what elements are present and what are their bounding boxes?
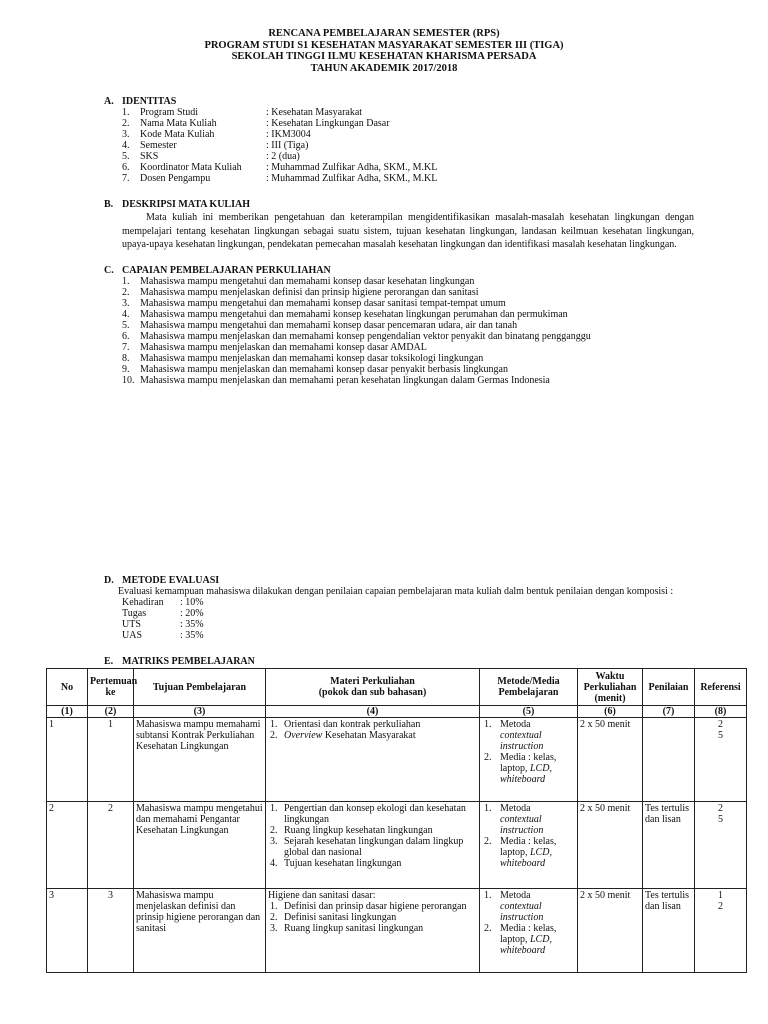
cell-metode xyxy=(480,718,578,802)
cell-metode xyxy=(480,802,578,889)
materi-intro: Higiene dan sanitasi dasar: xyxy=(268,890,376,901)
column-header xyxy=(695,669,747,706)
item-number: 1. xyxy=(122,276,130,287)
identitas-label: Nama Mata Kuliah xyxy=(140,118,217,129)
cell-no: 2 xyxy=(47,802,88,889)
evaluasi-component: Kehadiran xyxy=(122,597,164,608)
section-heading: B. DESKRIPSI MATA KULIAH xyxy=(104,199,250,210)
capaian-item xyxy=(104,276,694,287)
item-number: 2. xyxy=(484,923,492,934)
column-number: (6) xyxy=(578,706,643,718)
capaian-item xyxy=(104,309,694,320)
materi-item xyxy=(268,825,477,836)
column-header xyxy=(578,669,643,706)
metode-list xyxy=(482,803,575,869)
evaluasi-component: UTS xyxy=(122,619,141,630)
evaluasi-intro: Evaluasi kemampuan mahasiswa dilakukan dengan penilaian capaian pembelajaran mata kuliah dalm bentuk penilaian dengan komposisi : xyxy=(118,586,674,597)
table-number-row xyxy=(47,706,747,718)
materi-item xyxy=(268,901,477,912)
evaluasi-component: Tugas xyxy=(122,608,147,619)
column-header xyxy=(134,669,266,706)
item-number: 3. xyxy=(270,923,278,934)
evaluasi-row xyxy=(104,630,694,641)
capaian-item xyxy=(104,342,694,353)
title-line: RENCANA PEMBELAJARAN SEMESTER (RPS) xyxy=(268,28,500,39)
table-header-row xyxy=(47,669,747,706)
cell-pertemuan: 2 xyxy=(88,802,134,889)
identitas-row xyxy=(104,162,694,173)
capaian-text: Mahasiswa mampu menjelaskan dan memahami konsep dasar toksikologi lingkungan xyxy=(140,353,484,364)
column-number: (3) xyxy=(134,706,266,718)
capaian-text: Mahasiswa mampu menjelaskan dan memahami konsep pengendalian vektor penyakit dan binatang pengganggu xyxy=(140,331,591,342)
materi-item xyxy=(268,803,477,825)
materi-text: Orientasi dan kontrak perkuliahan xyxy=(284,719,421,730)
materi-list xyxy=(268,803,477,869)
materi-item xyxy=(268,912,477,923)
item-number: 5. xyxy=(122,320,130,331)
column-header xyxy=(47,669,88,706)
column-header xyxy=(480,669,578,706)
materi-text: Ruang lingkup kesehatan lingkungan xyxy=(284,825,433,836)
column-header-sub: (menit) xyxy=(594,692,626,704)
capaian-text: Mahasiswa mampu menjelaskan definisi dan prinsip higiene perorangan dan sanitasi xyxy=(140,287,479,298)
column-header xyxy=(88,669,138,706)
column-header-label: Metode/Media xyxy=(497,676,560,687)
evaluasi-row xyxy=(104,619,694,630)
materi-text: Tujuan kesehatan lingkungan xyxy=(284,858,402,869)
identitas-row xyxy=(104,151,694,162)
referensi-item: 2 xyxy=(718,901,723,912)
column-header xyxy=(643,669,695,706)
item-number: 1. xyxy=(270,901,278,912)
identitas-value: : Muhammad Zulfikar Adha, SKM., M.KL xyxy=(266,173,438,184)
section-capaian xyxy=(104,265,694,386)
referensi-item: 5 xyxy=(718,730,723,741)
metode-label: Metoda xyxy=(500,719,531,730)
item-number: 5. xyxy=(122,151,130,162)
cell-penilaian: Tes tertulis dan lisan xyxy=(643,889,695,973)
referensi-item: 2 xyxy=(718,719,723,730)
evaluasi-component: UAS xyxy=(122,630,143,641)
column-header-label: Tujuan Pembelajaran xyxy=(152,681,247,693)
metode-value: contextual instruction xyxy=(500,901,544,923)
materi-text: Pengertian dan konsep ekologi dan kesehatan lingkungan xyxy=(284,803,466,825)
item-number: 2. xyxy=(484,836,492,847)
media-whiteboard: whiteboard xyxy=(500,945,546,956)
media-whiteboard: whiteboard xyxy=(500,774,546,785)
identitas-label: Koordinator Mata Kuliah xyxy=(140,162,242,173)
cell-referensi xyxy=(695,889,747,973)
column-header-label: Waktu Perkuliahan xyxy=(583,670,637,693)
capaian-list xyxy=(104,276,694,386)
capaian-text: Mahasiswa mampu menjelaskan dan memahami peran kesehatan lingkungan dalam Germas Indonesia xyxy=(140,375,550,386)
metode-item xyxy=(482,719,575,752)
item-number: 1. xyxy=(122,107,130,118)
identitas-value: : III (Tiga) xyxy=(266,140,309,151)
materi-text: Sejarah kesehatan lingkungan dalam lingkup global dan nasional xyxy=(284,836,464,858)
identitas-row xyxy=(104,107,694,118)
table-row xyxy=(47,802,747,889)
section-matriks xyxy=(104,656,694,667)
capaian-item xyxy=(104,364,694,375)
matriks-table xyxy=(46,668,747,973)
column-header-label: No xyxy=(60,681,74,693)
title-line: SEKOLAH TINGGI ILMU KESEHATAN KHARISMA PERSADA xyxy=(231,51,537,62)
column-number: (4) xyxy=(266,706,480,718)
cell-referensi xyxy=(695,802,747,889)
metode-item xyxy=(482,923,575,956)
identitas-value: : 2 (dua) xyxy=(266,151,300,162)
cell-tujuan: Mahasiswa mampu memahami subtansi Kontrak Perkuliahan Kesehatan Lingkungan xyxy=(134,718,266,802)
materi-list xyxy=(268,719,477,741)
cell-materi xyxy=(266,718,480,802)
capaian-text: Mahasiswa mampu menjelaskan dan memahami konsep dasar penyakit berbasis lingkungan xyxy=(140,364,508,375)
metode-list xyxy=(482,890,575,956)
item-number: 1. xyxy=(270,803,278,814)
section-heading: D. METODE EVALUASI xyxy=(104,575,220,586)
item-number: 2. xyxy=(122,287,130,298)
referensi-item: 5 xyxy=(718,814,723,825)
item-number: 8. xyxy=(122,353,130,364)
document-title xyxy=(0,28,768,74)
identitas-label: SKS xyxy=(140,151,159,162)
metode-label: Metoda xyxy=(500,890,531,901)
materi-item xyxy=(268,923,477,934)
evaluasi-weight: : 35% xyxy=(180,630,204,641)
evaluasi-weight: : 10% xyxy=(180,597,204,608)
item-number: 4. xyxy=(122,309,130,320)
materi-item xyxy=(268,719,477,730)
cell-penilaian: Tes tertulis dan lisan xyxy=(643,802,695,889)
item-number: 4. xyxy=(122,140,130,151)
cell-referensi xyxy=(695,718,747,802)
capaian-item xyxy=(104,287,694,298)
capaian-text: Mahasiswa mampu mengetahui dan memahami konsep dasar sanitasi tempat-tempat umum xyxy=(140,298,506,309)
identitas-row xyxy=(104,173,694,184)
item-number: 4. xyxy=(270,858,278,869)
materi-italic: Overview xyxy=(284,730,323,741)
column-header xyxy=(266,669,480,706)
evaluasi-list xyxy=(104,597,694,641)
title-line: TAHUN AKADEMIK 2017/2018 xyxy=(310,62,458,74)
cell-metode xyxy=(480,889,578,973)
item-number: 3. xyxy=(122,298,130,309)
section-identitas xyxy=(104,96,694,184)
capaian-item xyxy=(104,353,694,364)
capaian-text: Mahasiswa mampu mengetahui dan memahami konsep kesehatan lingkungan perumahan dan permukiman xyxy=(140,309,568,320)
identitas-value: : Kesehatan Masyarakat xyxy=(266,107,363,118)
media-whiteboard: whiteboard xyxy=(500,858,546,869)
evaluasi-row xyxy=(104,597,694,608)
identitas-row xyxy=(104,129,694,140)
item-number: 1. xyxy=(484,719,492,730)
metode-item xyxy=(482,752,575,785)
cell-materi xyxy=(266,802,480,889)
item-number: 9. xyxy=(122,364,130,375)
media-text: Media : kelas, laptop, xyxy=(500,752,557,774)
materi-item xyxy=(268,836,477,858)
column-number: (2) xyxy=(88,706,134,718)
metode-item xyxy=(482,803,575,836)
identitas-label: Semester xyxy=(140,140,177,151)
cell-waktu: 2 x 50 menit xyxy=(578,718,643,802)
item-number: 3. xyxy=(270,836,278,847)
materi-text: Kesehatan Masyarakat xyxy=(322,730,416,741)
item-number: 6. xyxy=(122,331,130,342)
evaluasi-row xyxy=(104,608,694,619)
metode-label: Metoda xyxy=(500,803,531,814)
identitas-row xyxy=(104,140,694,151)
capaian-text: Mahasiswa mampu mengetahui dan memahami konsep dasar kesehatan lingkungan xyxy=(140,276,475,287)
column-header-sub: ke xyxy=(105,687,116,698)
media-text: Media : kelas, laptop, xyxy=(500,836,557,858)
identitas-label: Program Studi xyxy=(140,107,199,118)
deskripsi-text: Mata kuliah ini memberikan pengetahuan dan keterampilan mengidentifikasikan masalah-masalah kesehatan lingkungan dengan mempelajari tentang kesehatan lingkungan sebagai suatu sistem, tujuan kesehatan lingkungan, landasan keilmuan kesehatan lingkungan, upaya-upaya kesehatan lingkungan, pendekatan pemecahan masalah kesehatan lingkungan dan identifikasi masalah kesehatan lingkungan. xyxy=(122,212,694,250)
cell-penilaian xyxy=(643,718,695,802)
identitas-label: Dosen Pengampu xyxy=(140,173,211,184)
cell-waktu: 2 x 50 menit xyxy=(578,802,643,889)
item-number: 2. xyxy=(122,118,130,129)
evaluasi-weight: : 35% xyxy=(180,619,204,630)
cell-pertemuan: 3 xyxy=(88,889,134,973)
item-number: 6. xyxy=(122,162,130,173)
column-number: (7) xyxy=(643,706,695,718)
capaian-text: Mahasiswa mampu mengetahui dan memahami konsep dasar pencemaran udara, air dan tanah xyxy=(140,320,518,331)
identitas-label: Kode Mata Kuliah xyxy=(140,129,215,140)
column-header-sub: (pokok dan sub bahasan) xyxy=(318,687,427,698)
materi-item xyxy=(268,730,477,741)
identitas-value: : IKM3004 xyxy=(266,129,311,140)
section-heading: C. CAPAIAN PEMBELAJARAN PERKULIAHAN xyxy=(104,265,331,276)
metode-value: contextual instruction xyxy=(500,730,544,752)
item-number: 1. xyxy=(484,803,492,814)
referensi-item: 2 xyxy=(718,803,723,814)
materi-text: Definisi dan prinsip dasar higiene perorangan xyxy=(284,901,467,912)
materi-item xyxy=(268,858,477,869)
item-number: 2. xyxy=(484,752,492,763)
capaian-item xyxy=(104,375,694,386)
capaian-item xyxy=(104,298,694,309)
materi-text: Ruang lingkup sanitasi lingkungan xyxy=(284,923,424,934)
capaian-text: Mahasiswa mampu menjelaskan dan memahami konsep dasar AMDAL xyxy=(140,342,427,353)
column-header-label: Materi Perkuliahan xyxy=(330,676,415,687)
media-lcd: LCD, xyxy=(530,763,552,774)
section-evaluasi xyxy=(104,575,694,641)
item-number: 7. xyxy=(122,173,130,184)
cell-waktu: 2 x 50 menit xyxy=(578,889,643,973)
identitas-row xyxy=(104,118,694,129)
column-number: (1) xyxy=(47,706,88,718)
cell-pertemuan: 1 xyxy=(88,718,134,802)
identitas-value: : Kesehatan Lingkungan Dasar xyxy=(266,118,390,129)
item-number: 7. xyxy=(122,342,130,353)
capaian-item xyxy=(104,320,694,331)
cell-no: 3 xyxy=(47,889,88,973)
metode-value: contextual instruction xyxy=(500,814,544,836)
media-lcd: LCD, xyxy=(530,934,552,945)
item-number: 1. xyxy=(484,890,492,901)
section-deskripsi xyxy=(104,199,694,252)
item-number: 10. xyxy=(122,375,135,386)
cell-no: 1 xyxy=(47,718,88,802)
item-number: 2. xyxy=(270,912,278,923)
table-row xyxy=(47,889,747,973)
evaluasi-weight: : 20% xyxy=(180,608,204,619)
column-number: (5) xyxy=(480,706,578,718)
referensi-item: 1 xyxy=(718,890,723,901)
table-body xyxy=(47,718,747,973)
table-row xyxy=(47,718,747,802)
item-number: 3. xyxy=(122,129,130,140)
identitas-value: : Muhammad Zulfikar Adha, SKM., M.KL xyxy=(266,162,438,173)
capaian-item xyxy=(104,331,694,342)
metode-item xyxy=(482,890,575,923)
item-number: 2. xyxy=(270,825,278,836)
section-heading: A. IDENTITAS xyxy=(104,96,177,107)
materi-list xyxy=(268,901,477,934)
title-line: PROGRAM STUDI S1 KESEHATAN MASYARAKAT SEMESTER III (TIGA) xyxy=(204,39,564,51)
item-number: 2. xyxy=(270,730,278,741)
column-number: (8) xyxy=(695,706,747,718)
media-text: Media : kelas, laptop, xyxy=(500,923,557,945)
cell-tujuan: Mahasiswa mampu menjelaskan definisi dan prinsip higiene perorangan dan sanitasi xyxy=(134,889,266,973)
cell-materi xyxy=(266,889,480,973)
column-header-sub: Pembelajaran xyxy=(498,687,559,698)
item-number: 1. xyxy=(270,719,278,730)
materi-text: Definisi sanitasi lingkungan xyxy=(284,912,397,923)
section-heading: E. MATRIKS PEMBELAJARAN xyxy=(104,656,255,667)
identitas-list xyxy=(104,107,694,184)
metode-item xyxy=(482,836,575,869)
metode-list xyxy=(482,719,575,785)
column-header-label: Penilaian xyxy=(648,681,689,693)
media-lcd: LCD, xyxy=(530,847,552,858)
column-header-label: Pertemuan xyxy=(90,676,138,687)
cell-tujuan: Mahasiswa mampu mengetahui dan memahami Pengantar Kesehatan Lingkungan xyxy=(134,802,266,889)
column-header-label: Referensi xyxy=(700,681,741,693)
